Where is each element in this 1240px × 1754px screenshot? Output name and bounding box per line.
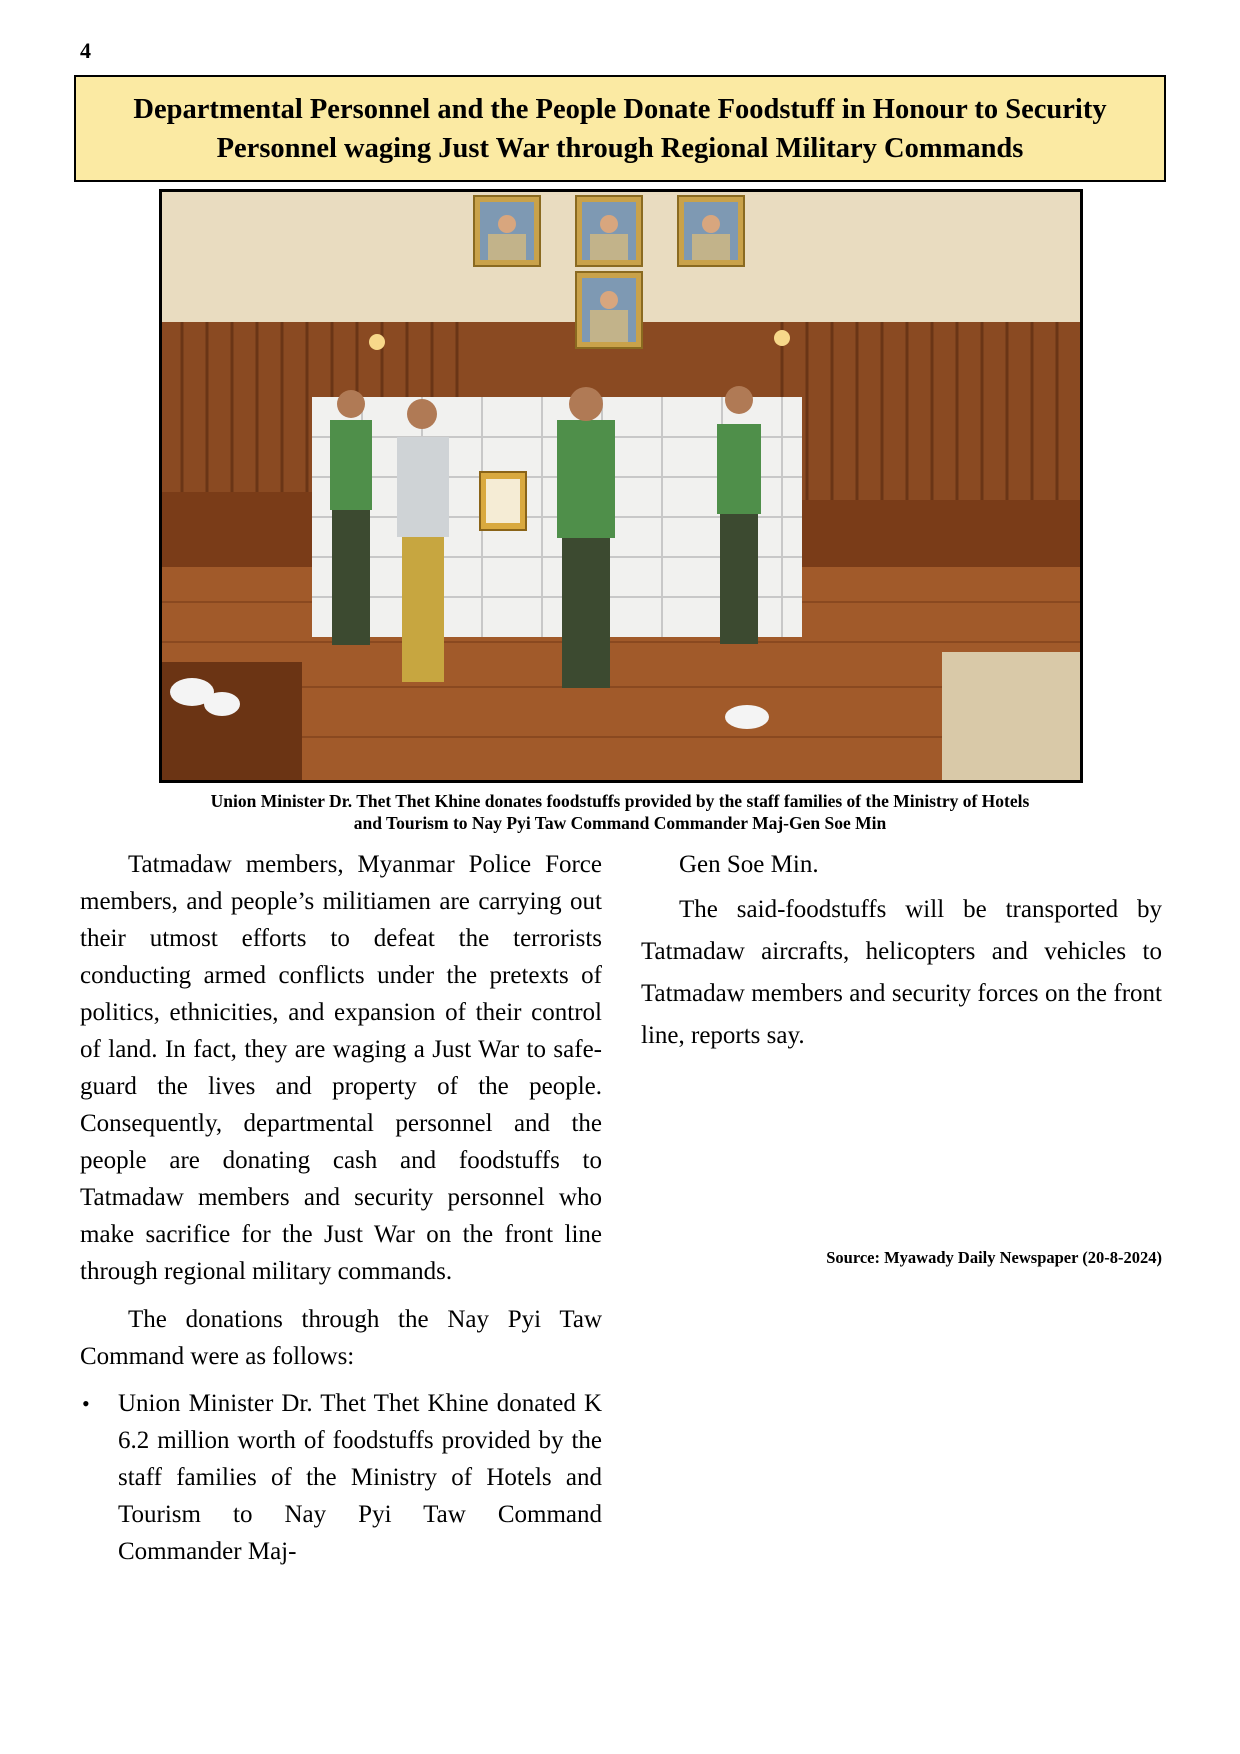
headline (125, 90, 1114, 168)
article-paragraph-1: Tatmadaw members, Myanmar Police Force members, and people’s militiamen are carrying out their utmost efforts to defeat the terrorists conducting armed conflicts under the pretexts of politics, ethnicities, and expansion of their control of land. In fact, they are waging a Just War to safeguard the lives and property of the people. Consequently, departmental personnel and the people are donating cash and foodstuffs to Tatmadaw members and security personnel who make sacrifice for the Just War on the front line through regional military commands. (80, 851, 602, 1285)
headline-box (74, 75, 1166, 182)
news-photo (159, 189, 1083, 783)
bullet-text-continued: Gen Soe Min. (679, 851, 819, 878)
article-column-left (80, 846, 602, 1570)
article-column-right (641, 846, 1162, 1057)
bullet-marker: • (82, 1391, 90, 1416)
bullet-text: Union Minister Dr. Thet Thet Khine donated K 6.2 million worth of foodstuffs provided by the staff families of the Ministry of Hotels and Tourism to Nay Pyi Taw Command Commander Maj- (118, 1390, 602, 1565)
page-number: 4 (80, 38, 91, 63)
article-paragraph-2: The donations through the Nay Pyi Taw Command were as follows: (80, 1306, 602, 1370)
photo-caption (110, 790, 1130, 834)
article-paragraph-3: The said-foodstuffs will be transported by Tatmadaw aircrafts, helicopters and vehicles to Tatmadaw members and security forces on the front line, reports say. (641, 896, 1162, 1049)
caption-line-2: and Tourism to Nay Pyi Taw Command Commander Maj-Gen Soe Min (353, 813, 887, 833)
headline-line-2: Personnel waging Just War through Regional Military Commands (216, 132, 1024, 164)
headline-line-1: Departmental Personnel and the People Donate Foodstuff in Honour to Security (133, 93, 1107, 125)
caption-line-1: Union Minister Dr. Thet Thet Khine donates foodstuffs provided by the staff families of the Ministry of Hotels (210, 791, 1030, 811)
bullet-list-item (80, 1385, 602, 1570)
source-credit: Source: Myawady Daily Newspaper (20-8-2024) (826, 1248, 1162, 1267)
